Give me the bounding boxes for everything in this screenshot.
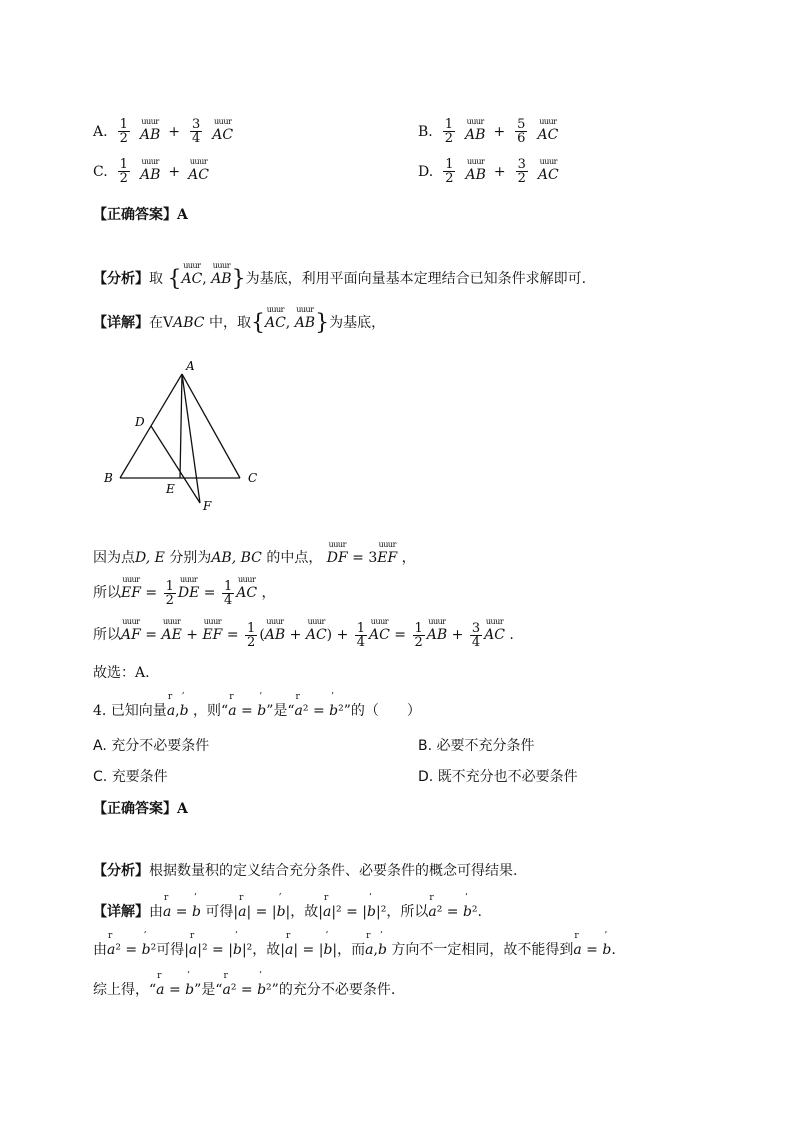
q4-option-a: A. 充分不必要条件 [93, 738, 210, 754]
q3-analysis: 【分析】取 {uuur AC, uuur AB}为基底，利用平面向量基本定理结合已知条件求解即可. [93, 264, 586, 292]
label-c: C [248, 471, 258, 485]
q4-detail-1: 【详解】由r a = ’ b 可得|r a| = |’ b|，故|r a|² = |’ b|²，所以r a² = ’ b². [93, 898, 482, 921]
q4-option-d: D. 既不充分也不必要条件 [418, 769, 578, 785]
q3-option-b: B. $\frac{1}{2}$ uuur AB + $\frac{5}{6}$ uuur AC [418, 118, 558, 145]
option-label: B. [418, 123, 433, 140]
q4-analysis: 【分析】根据数量积的定义结合充分条件、必要条件的概念可得结果. [93, 863, 518, 879]
option-label: A. [93, 123, 108, 140]
q4-answer: 【正确答案】A [93, 801, 188, 817]
q3-step-2: 所以uuur EF = $\frac{1}{2}$ uuur DE = $\frac{1}{4}$ uuur AC ， [93, 578, 276, 607]
q4-detail-2: 由r a² = ’ b²可得|r a|² = |’ b|²，故|r a| = |’ b|，而r a,’ b 方向不一定相同，故不能得到r a = ’ b. [93, 936, 616, 959]
q3-answer: 【正确答案】A [93, 207, 188, 223]
q3-step-1: 因为点D, E 分别为AB, BC 的中点， uuur DF = 3uuur EF ， [93, 543, 416, 567]
option-label: D. [418, 163, 434, 180]
q3-option-a: A. $\frac{1}{2}$ uuur AB + $\frac{3}{4}$ uuur AC [93, 118, 233, 145]
q4-detail-3: 综上得，“r a = ’ b”是“r a² = ’ b²”的充分不必要条件. [93, 976, 395, 999]
label-e: E [166, 482, 175, 496]
label-d: D [135, 415, 145, 429]
q3-option-c: C. $\frac{1}{2}$ uuur AB + uuur AC [93, 158, 209, 185]
option-label: C. [93, 163, 108, 180]
q3-option-d: D. $\frac{1}{2}$ uuur AB + $\frac{3}{2}$ uuur AC [418, 158, 559, 185]
q4-option-b: B. 必要不充分条件 [418, 738, 535, 754]
label-b: B [104, 471, 113, 485]
q4-option-c: C. 充要条件 [93, 769, 168, 785]
label-f: F [203, 499, 212, 513]
label-a: A [186, 359, 195, 373]
triangle-figure [98, 358, 268, 518]
q3-step-3: 所以uuur AF = uuur AE + uuur EF = $\frac{1}{2}$ (uuur AB + uuur AC) + $\frac{1}{4}$ uuur AC = $\frac{1}{2}$ uuur AB + $\frac{3}{4}$ uuur AC . [93, 620, 514, 649]
q3-detail: 【详解】在VABC 中，取{uuur AC, uuur AB}为基底， [93, 308, 385, 336]
q3-conclusion: 故选：A. [93, 665, 150, 681]
q4-stem: 4. 已知向量r a,’ b ，则“r a = ’ b”是“r a² = ’ b²”的（ ） [93, 697, 421, 720]
